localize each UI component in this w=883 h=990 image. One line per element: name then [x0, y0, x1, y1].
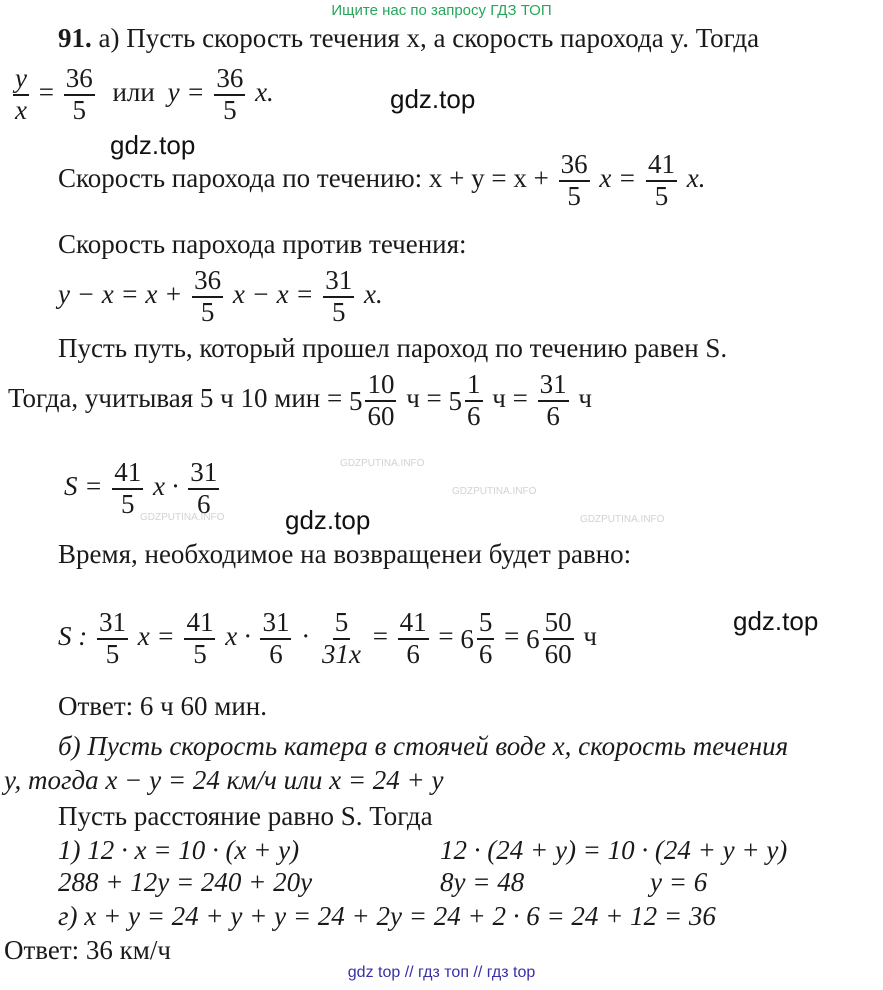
fraction: $\frac{31}{5}$	[325, 265, 353, 327]
problem-intro-line	[58, 22, 759, 54]
mixed-number: 5 $\frac{1}{6}$	[448, 369, 481, 431]
equation-3: г) x + y = 24 + y + y = 24 + 2y = 24 + 2 · 6 = 24 + 12 = 36	[58, 901, 716, 931]
fraction: $\frac{36}{5}$	[65, 63, 93, 125]
fraction: $\frac{41}{5}$	[114, 457, 142, 519]
ghost-watermark: GDZPUTINA.INFO	[580, 514, 665, 525]
equation-2a: 288 + 12y = 240 + 20y	[58, 867, 313, 897]
top-banner[interactable]: Ищите нас по запросу ГДЗ ТОП	[331, 2, 552, 19]
equation-2c: y = 6	[650, 867, 708, 897]
fraction: $\frac{41}{5}$	[648, 149, 676, 211]
ghost-watermark: GDZPUTINA.INFO	[452, 486, 537, 497]
equation-1a: 1) 12 · x = 10 · (x + y)	[58, 835, 300, 865]
equation-1b: 12 · (24 + y) = 10 · (24 + y + y)	[440, 835, 788, 865]
return-time-title: Время, необходимое на возвращенеи будет равно:	[58, 539, 632, 569]
fraction: $\frac{36}{5}$	[216, 63, 244, 125]
mixed-number: 5 $\frac{10}{60}$	[348, 369, 395, 431]
ghost-watermark: GDZPUTINA.INFO	[140, 512, 225, 523]
answer-a: Ответ: 6 ч 60 мин.	[58, 691, 267, 721]
watermark-text: gdz.top	[733, 606, 819, 636]
ghost-watermark: GDZPUTINA.INFO	[340, 458, 425, 469]
answer-b: Ответ: 36 км/ч	[4, 935, 171, 965]
problem-number: 91.	[58, 23, 92, 53]
watermark-text: gdz.top	[110, 130, 196, 160]
time-conversion-equation: Тогда, учитывая 5 ч 10 мин = 5 $\frac{10}{60}$ ч = 5 $\frac{1}{6}$ ч = $\frac{31}{6}$ ч	[8, 369, 592, 431]
watermark-text: gdz.top	[390, 84, 476, 114]
intro-text: а) Пусть скорость течения x, а скорость парохода y. Тогда	[98, 23, 760, 53]
downstream-speed-equation: Скорость парохода по течению: x + y = x + $\frac{36}{5}$ x = $\frac{41}{5}$ x.	[58, 149, 706, 211]
part-b-line: Пусть расстояние равно S. Тогда	[58, 801, 433, 831]
fraction: $\frac{31}{6}$	[539, 369, 567, 431]
part-b-line: y, тогда x − y = 24 км/ч или x = 24 + y	[4, 765, 444, 795]
part-b-line: б) Пусть скорость катера в стоячей воде x, скорость течения	[58, 731, 789, 761]
upstream-title: Скорость парохода против течения:	[58, 229, 467, 259]
watermark-text: gdz.top	[285, 505, 371, 535]
distance-equation: S = $\frac{41}{5}$ x · $\frac{31}{6}$	[64, 457, 218, 519]
fraction: $\frac{31}{6}$	[190, 457, 218, 519]
equation-2b: 8y = 48	[440, 867, 525, 897]
ratio-equation: $\frac{y}{x}$ = $\frac{36}{5}$ или y = $\frac{36}{5}$ x.	[15, 63, 274, 125]
fraction: $\frac{36}{5}$	[194, 265, 222, 327]
fraction: $\frac{y}{x}$	[15, 63, 27, 125]
upstream-speed-equation: y − x = x + $\frac{36}{5}$ x − x = $\frac{31}{5}$ x.	[58, 265, 383, 327]
path-statement: Пусть путь, который прошел пароход по течению равен S.	[58, 333, 728, 363]
fraction: $\frac{36}{5}$	[560, 149, 588, 211]
return-time-calculation: S : $\frac{31}{5}$ x = $\frac{41}{5}$ x · $\frac{31}{6}$ · $\frac{5}{31x}$ = $\frac{41}{6}$ = 6 $\frac{5}{6}$ = 6 $\frac{50}{60}$ ч	[58, 607, 597, 669]
footer-links[interactable]: gdz top // гдз топ // гдз top	[347, 964, 536, 981]
